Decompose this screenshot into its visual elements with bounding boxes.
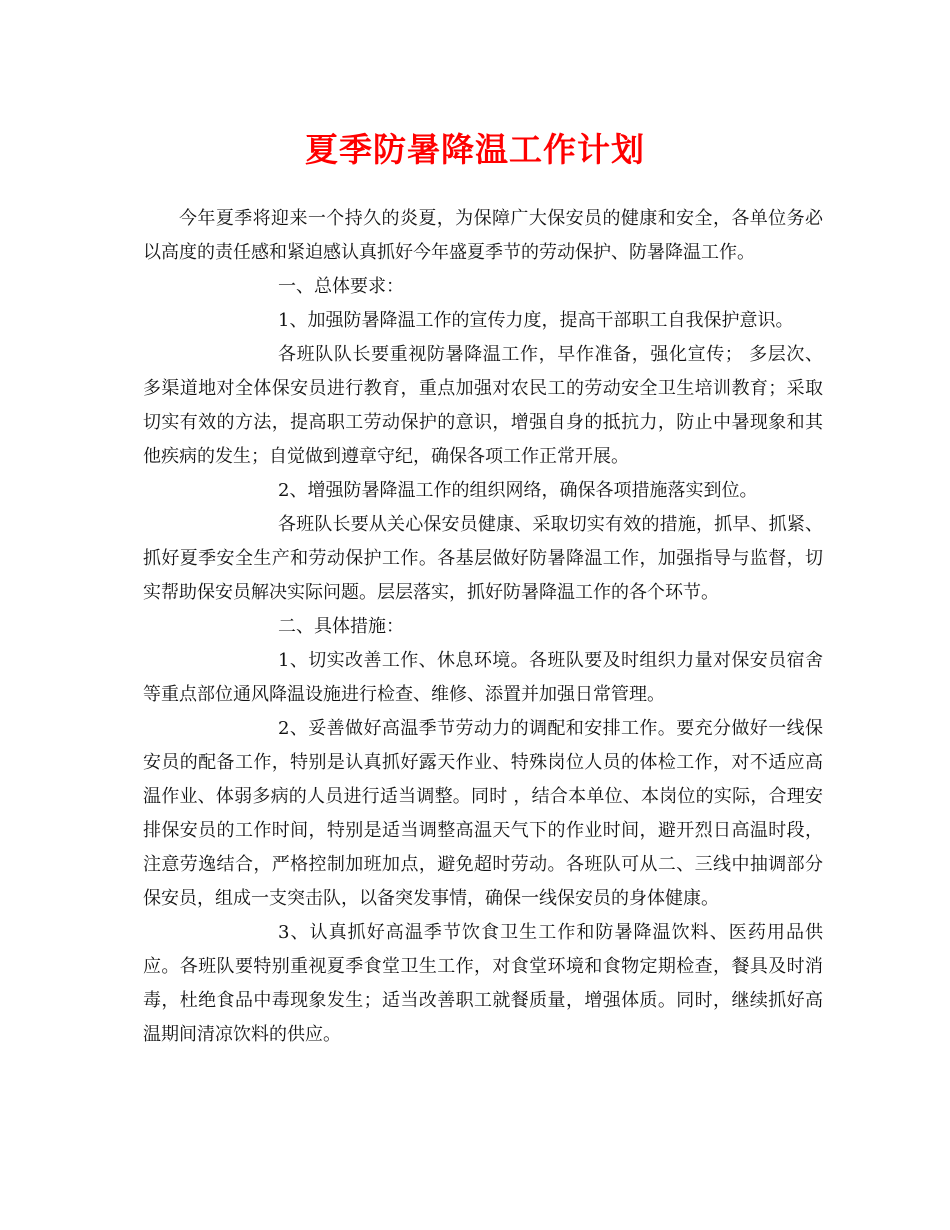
item-publicity: 1、加强防暑降温工作的宣传力度，提高干部职工自我保护意识。	[278, 310, 794, 331]
heading-general-requirements: 一、总体要求：	[278, 276, 404, 297]
document-title: 夏季防暑降温工作计划	[305, 130, 645, 169]
document-body	[143, 202, 823, 1052]
paragraph-publicity-detail: 各班队队长要重视防暑降温工作，早作准备，强化宣传； 多层次、多渠道地对全体保安员进行教育，重点加强对农民工的劳动安全卫生培训教育；采取切实有效的方法，提高职工劳动保护的意识，增强自身的抵抗力，防止中暑现象和其他疾病的发生；自觉做到遵章守纪，确保各项工作正常开展。	[143, 344, 823, 467]
item-food-hygiene: 3、认真抓好高温季节饮食卫生工作和防暑降温饮料、医药用品供应。各班队要特别重视夏季食堂卫生工作，对食堂环境和食物定期检查，餐具及时消毒，杜绝食品中毒现象发生；适当改善职工就餐质量，增强体质。同时，继续抓好高温期间清凉饮料的供应。	[143, 922, 823, 1045]
item-labor-allocation: 2、妥善做好高温季节劳动力的调配和安排工作。要充分做好一线保安员的配备工作，特别是认真抓好露天作业、特殊岗位人员的体检工作，对不适应高温作业、体弱多病的人员进行适当调整。同时 ，结合本单位、本岗位的实际，合理安排保安员的工作时间，特别是适当调整高温天气下的作业时间，避开烈日高温时段，注意劳逸结合，严格控制加班加点，避免超时劳动。各班队可从二、三线中抽调部分保安员，组成一支突击队，以备突发事情，确保一线保安员的身体健康。	[143, 718, 823, 909]
heading-specific-measures: 二、具体措施：	[278, 616, 404, 637]
paragraph-intro: 今年夏季将迎来一个持久的炎夏，为保障广大保安员的健康和安全，各单位务必以高度的责任感和紧迫感认真抓好今年盛夏季节的劳动保护、防暑降温工作。	[143, 208, 823, 263]
item-organization: 2、增强防暑降温工作的组织网络，确保各项措施落实到位。	[278, 480, 758, 501]
paragraph-organization-detail: 各班队长要从关心保安员健康、采取切实有效的措施，抓早、抓紧、抓好夏季安全生产和劳动保护工作。各基层做好防暑降温工作，加强指导与监督，切实帮助保安员解决实际问题。层层落实，抓好防暑降温工作的各个环节。	[143, 514, 823, 603]
item-environment: 1、切实改善工作、休息环境。各班队要及时组织力量对保安员宿舍等重点部位通风降温设施进行检查、维修、添置并加强日常管理。	[143, 650, 823, 705]
